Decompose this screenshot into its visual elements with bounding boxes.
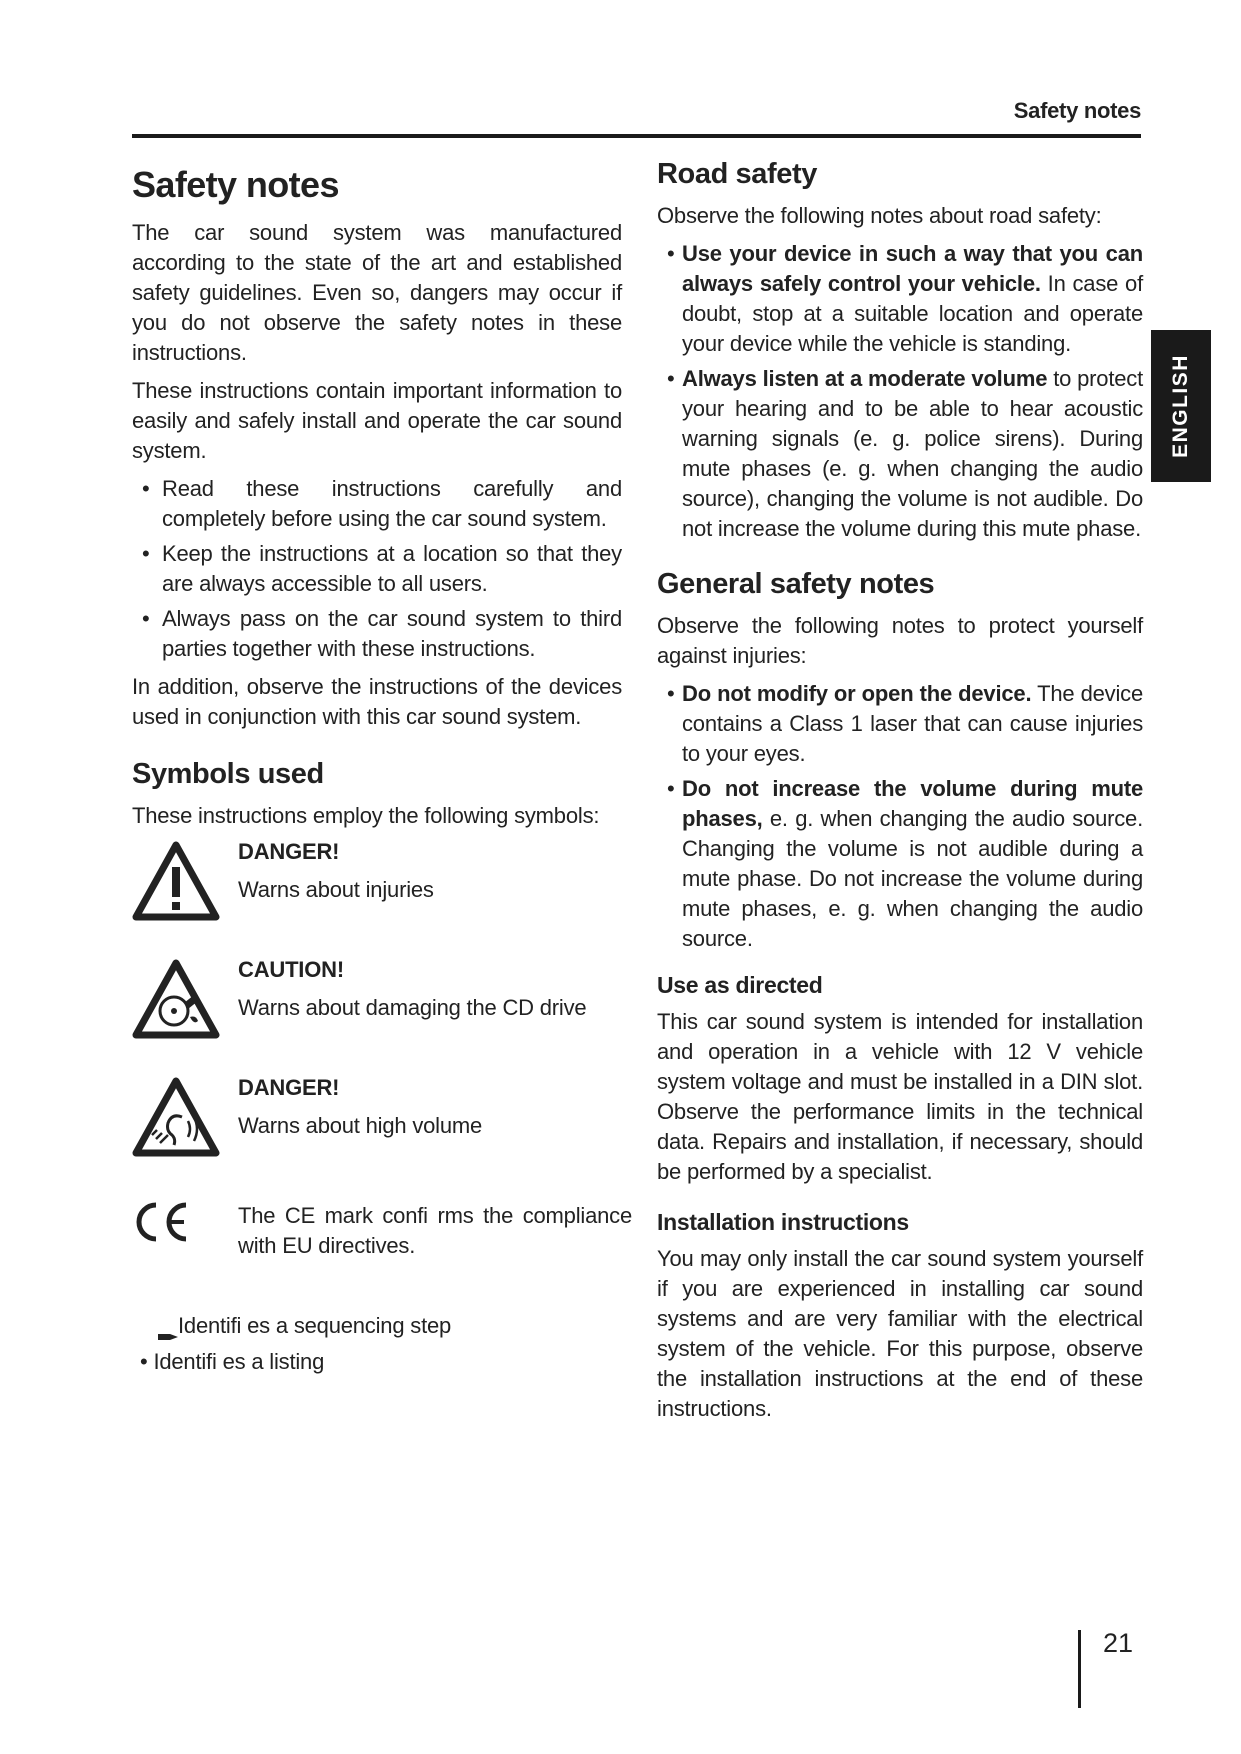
bullet-icon: • xyxy=(667,366,675,391)
footer-rule xyxy=(1078,1630,1081,1708)
outro-paragraph: In addition, observe the instructions of the devices used in conjunction with this car sound system. xyxy=(132,674,622,729)
intro-paragraph-2: These instructions contain important information to easily and safely install and operate the car sound system. xyxy=(132,378,622,463)
installation-heading: Installation instructions xyxy=(657,1209,909,1235)
running-header: Safety notes xyxy=(1013,98,1141,123)
intro-bullet-list xyxy=(132,474,622,664)
intro-paragraph-1: The car sound system was manufactured according to the state of the art and established safety guidelines. Even so, dangers may occur if you do not observe the safety notes in these instructions. xyxy=(132,220,622,365)
warning-triangle-icon xyxy=(132,841,220,921)
use-as-directed-text: This car sound system is intended for installation and operation in a vehicle with 12 V vehicle system voltage and must be installed in a DIN slot. Observe the performance limits in the technical data. Repairs and installation, if necessary, should be performed by a specialist. xyxy=(657,1009,1143,1184)
bullet-icon: • xyxy=(142,606,150,631)
symbols-intro: These instructions employ the following symbols: xyxy=(132,803,600,828)
bullet-icon: • xyxy=(667,241,675,266)
pointing-hand-icon xyxy=(158,1320,178,1330)
language-tab[interactable] xyxy=(1151,330,1211,482)
list-item: • Always pass on the car sound system to third parties together with these instructions. xyxy=(142,606,622,661)
symbol-title: DANGER! xyxy=(238,1075,340,1100)
symbol-danger-volume xyxy=(132,1073,622,1191)
bullet-icon: • xyxy=(140,1349,148,1374)
bullet-icon: • xyxy=(667,776,675,801)
symbol-desc: Warns about damaging the CD drive xyxy=(238,995,587,1020)
installation-text: You may only install the car sound system yourself if you are experienced in installing car sound systems and are very familiar with the electrical system of the vehicle. For this purpose, observe the installation instructions at the end of these instructions. xyxy=(657,1246,1143,1421)
language-tab-label: ENGLISH xyxy=(1169,354,1192,458)
symbols-heading: Symbols used xyxy=(132,758,324,790)
sequence-legend: Identifi es a sequencing step xyxy=(132,1311,622,1341)
symbol-danger-injury xyxy=(132,837,622,955)
ce-description: The CE mark confi rms the compliance with EU directives. xyxy=(238,1203,632,1258)
list-item: • Always listen at a moderate volume to protect your hearing and to be able to hear acoustic warning signals (e. g. police sirens). During mute phases (e. g. when changing the audio source), changing the volume is not audible. Do not increase the volume during this mute phase. xyxy=(667,366,1143,541)
bullet-icon: • xyxy=(667,681,675,706)
page-number: 21 xyxy=(1103,1628,1134,1658)
symbol-desc: Warns about high volume xyxy=(238,1113,483,1138)
general-safety-list xyxy=(657,679,1143,954)
page-title: Safety notes xyxy=(132,164,339,205)
list-item: • Do not modify or open the device. The device contains a Class 1 laser that can cause injuries to your eyes. xyxy=(667,681,1143,766)
right-column xyxy=(657,158,1143,1432)
cd-warning-icon xyxy=(132,959,220,1039)
list-item: • Keep the instructions at a location so that they are always accessible to all users. xyxy=(142,541,622,596)
bullet-icon: • xyxy=(142,476,150,501)
bullet-icon: • xyxy=(142,541,150,566)
list-item: • Do not increase the volume during mute phases, e. g. when changing the audio source. Changing the volume is not audible during a mute phase. Do not increase the volume during mute phases, e. g. when changing the audio source. xyxy=(667,776,1143,951)
left-column xyxy=(132,158,632,1377)
general-safety-heading: General safety notes xyxy=(657,568,935,600)
symbol-title: CAUTION! xyxy=(238,957,344,982)
listing-legend: • Identifi es a listing xyxy=(140,1349,325,1374)
road-safety-intro: Observe the following notes about road safety: xyxy=(657,203,1102,228)
symbol-title: DANGER! xyxy=(238,839,340,864)
header-rule xyxy=(132,134,1141,138)
legend xyxy=(132,1311,622,1377)
list-item: • Use your device in such a way that you can always safely control your vehicle. In case of doubt, stop at a suitable location and operate your device while the vehicle is standing. xyxy=(667,241,1143,356)
road-safety-heading: Road safety xyxy=(657,158,817,190)
ce-row xyxy=(132,1191,632,1311)
ce-mark-icon xyxy=(132,1199,192,1245)
use-as-directed-heading: Use as directed xyxy=(657,972,823,998)
general-safety-intro: Observe the following notes to protect yourself against injuries: xyxy=(657,613,1143,668)
hearing-warning-icon xyxy=(132,1077,220,1157)
list-item: • Read these instructions carefully and completely before using the car sound system. xyxy=(142,476,622,531)
road-safety-list xyxy=(657,239,1143,544)
symbol-desc: Warns about injuries xyxy=(238,877,434,902)
symbol-caution-cd xyxy=(132,955,622,1073)
